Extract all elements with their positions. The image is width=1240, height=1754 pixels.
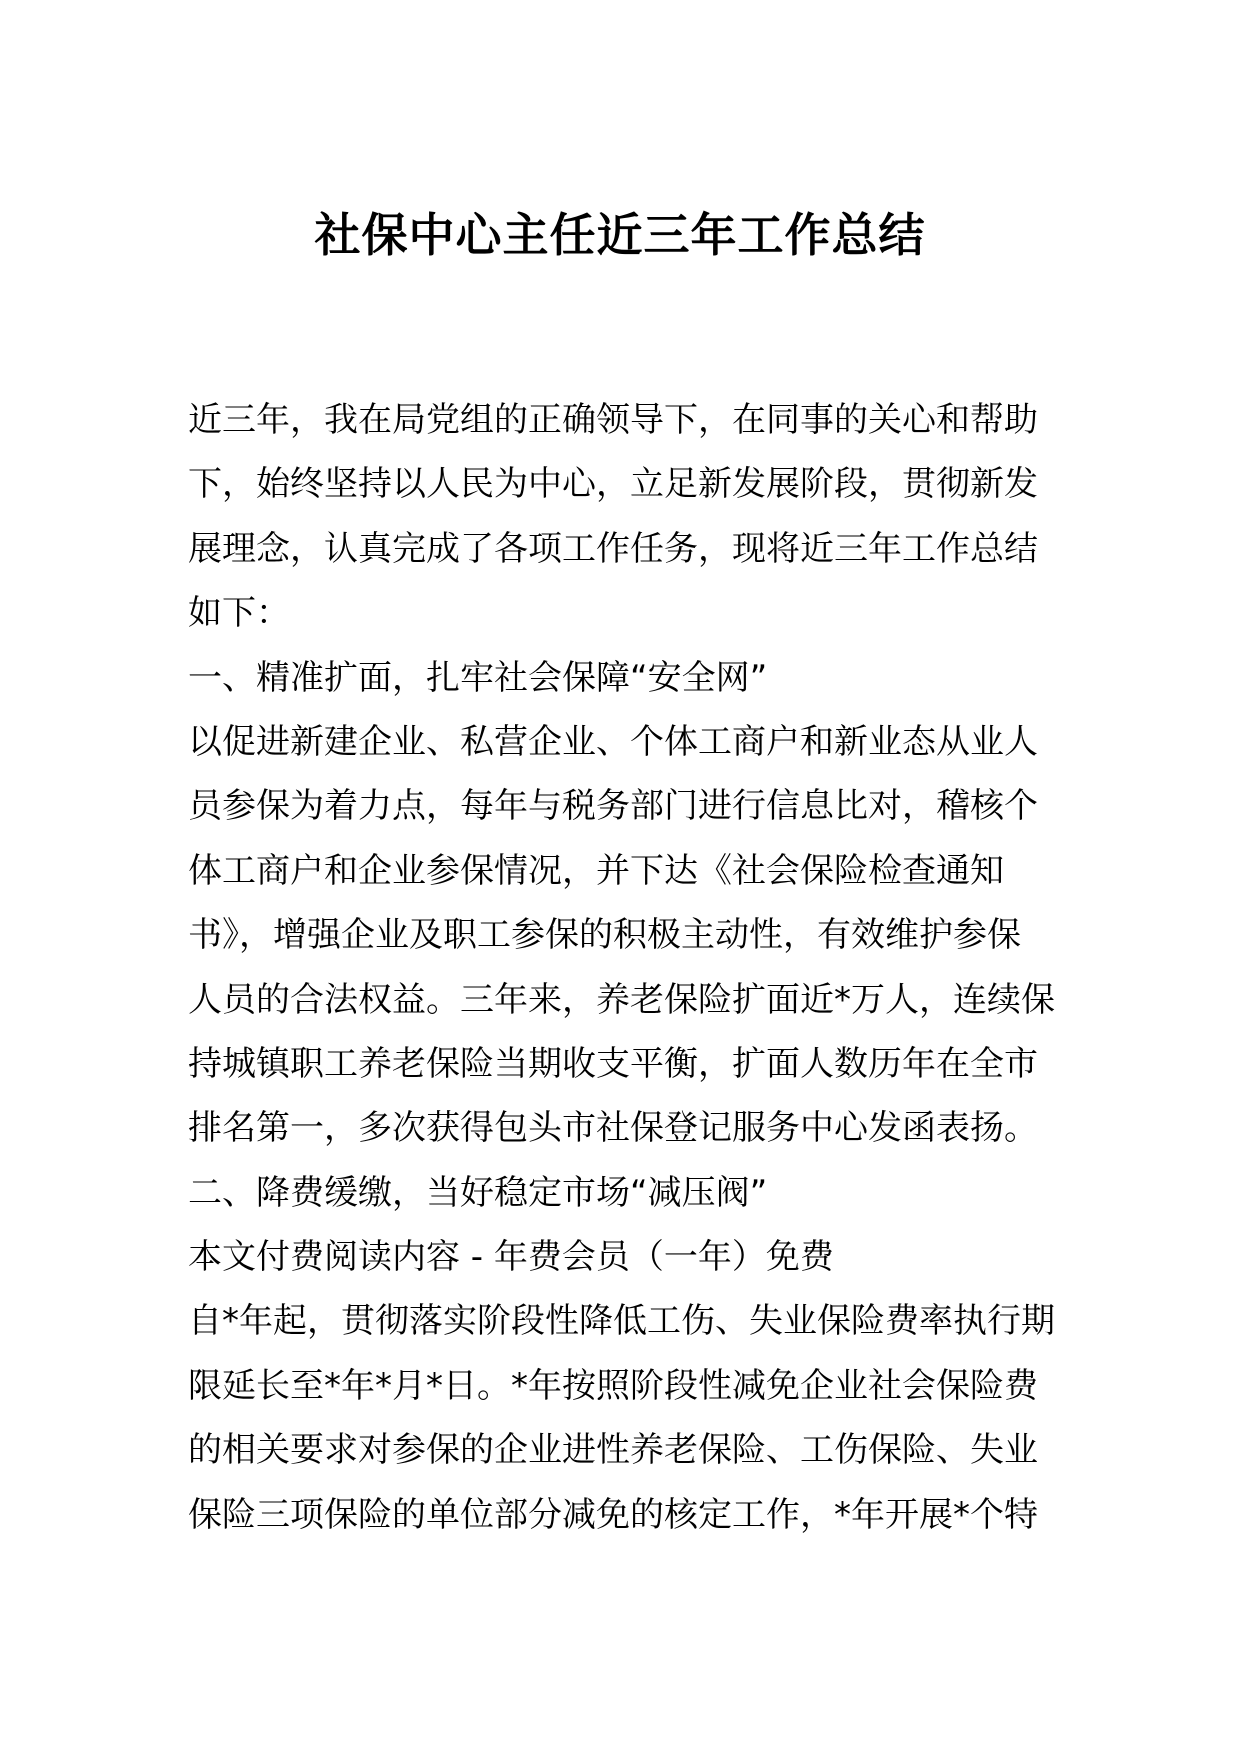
section-heading-1: 一、精准扩面，扎牢社会保障“安全网” (188, 657, 768, 698)
paywall-notice: 本文付费阅读内容 - 年费会员（一年）免费 (188, 1237, 834, 1278)
body-line: 持城镇职工养老保险当期收支平衡，扩面人数历年在全市 (188, 1043, 1038, 1084)
document-title: 社保中心主任近三年工作总结 (314, 208, 926, 262)
body-line: 书》，增强企业及职工参保的积极主动性，有效维护参保 (188, 915, 1021, 956)
section-heading-2: 二、降费缓缴，当好稳定市场“减压阀” (188, 1172, 768, 1213)
body-line: 近三年，我在局党组的正确领导下，在同事的关心和帮助 (188, 400, 1038, 440)
body-line: 员参保为着力点，每年与税务部门进行信息比对，稽核个 (188, 786, 1038, 827)
body-line: 展理念，认真完成了各项工作任务，现将近三年工作总结 (188, 528, 1038, 569)
body-line: 下，始终坚持以人民为中心，立足新发展阶段，贯彻新发 (188, 464, 1038, 505)
body-line: 保险三项保险的单位部分减免的核定工作，*年开展*个特 (188, 1494, 1038, 1535)
body-line: 排名第一，多次获得包头市社保登记服务中心发函表扬。 (188, 1108, 1038, 1149)
body-line: 的相关要求对参保的企业进性养老保险、工伤保险、失业 (188, 1430, 1038, 1471)
body-line: 体工商户和企业参保情况，并下达《社会保险检查通知 (188, 850, 1004, 891)
body-line: 自*年起，贯彻落实阶段性降低工伤、失业保险费率执行期 (188, 1301, 1055, 1342)
body-line: 人员的合法权益。三年来，养老保险扩面近*万人，连续保 (188, 979, 1055, 1020)
document-body (188, 388, 1058, 1547)
body-line: 如下： (188, 593, 290, 634)
body-line: 以促进新建企业、私营企业、个体工商户和新业态从业人 (188, 721, 1038, 762)
body-line: 限延长至*年*月*日。*年按照阶段性减免企业社会保险费 (188, 1365, 1038, 1406)
